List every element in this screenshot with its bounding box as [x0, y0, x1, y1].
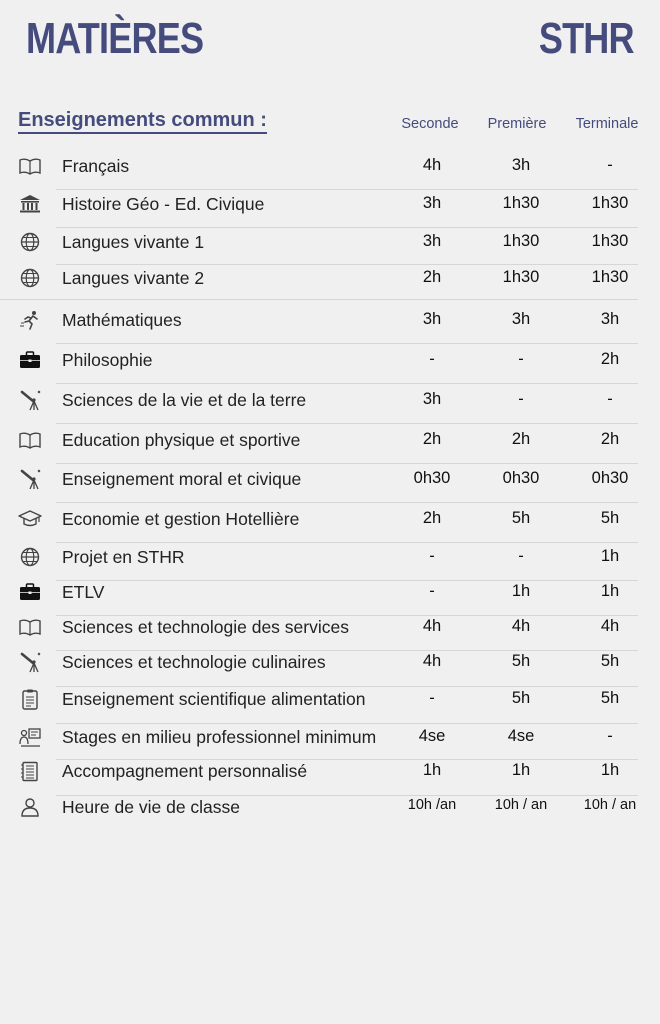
- hours-seconde: -: [429, 582, 435, 600]
- row-divider: [56, 383, 638, 384]
- subject-label: Heure de vie de classe: [62, 797, 241, 817]
- hours-seconde: 3h: [422, 310, 442, 328]
- hours-seconde: 0h30: [413, 469, 451, 487]
- hours-premiere: 5h: [511, 689, 531, 707]
- subject-label: ETLV: [62, 582, 105, 602]
- hours-premiere: 10h / an: [494, 797, 548, 813]
- hours-terminale: 5h: [600, 509, 620, 527]
- hours-seconde: 4h: [422, 617, 442, 635]
- hours-terminale: 5h: [600, 689, 620, 707]
- user-icon: [18, 796, 44, 818]
- hours-terminale: 3h: [600, 310, 620, 328]
- book-icon: [18, 429, 44, 451]
- hours-terminale: 1h: [600, 761, 620, 779]
- telescope-icon: [18, 468, 44, 490]
- subject-label: Langues vivante 2: [62, 268, 205, 288]
- globe-icon: [18, 267, 44, 289]
- hours-terminale: 4h: [600, 617, 620, 635]
- hours-terminale: 0h30: [591, 469, 629, 487]
- row-divider: [56, 759, 638, 760]
- row-divider: [56, 686, 638, 687]
- row-divider: [56, 650, 638, 651]
- subject-label: Philosophie: [62, 350, 153, 370]
- hours-premiere: 2h: [511, 430, 531, 448]
- hours-terminale: 1h30: [591, 268, 629, 286]
- museum-icon: [18, 193, 44, 215]
- row-divider: [56, 723, 638, 724]
- hours-seconde: -: [429, 547, 435, 565]
- hours-terminale: -: [607, 156, 613, 174]
- telescope-icon: [18, 651, 44, 673]
- hours-terminale: 2h: [600, 430, 620, 448]
- row-divider: [56, 542, 638, 543]
- globe-icon: [18, 231, 44, 253]
- subject-label: Economie et gestion Hotellière: [62, 509, 300, 529]
- subject-label: Projet en STHR: [62, 547, 185, 567]
- subject-label: Langues vivante 1: [62, 232, 205, 252]
- hours-terminale: -: [607, 390, 613, 408]
- subject-label: Enseignement moral et civique: [62, 469, 302, 489]
- hours-premiere: 0h30: [502, 469, 540, 487]
- hours-premiere: 5h: [511, 509, 531, 527]
- hours-premiere: 1h30: [502, 194, 540, 212]
- row-divider: [56, 795, 638, 796]
- book-icon: [18, 155, 44, 177]
- hours-premiere: 1h: [511, 582, 531, 600]
- row-divider: [56, 227, 638, 228]
- subject-label: Histoire Géo - Ed. Civique: [62, 194, 265, 214]
- hours-premiere: 1h: [511, 761, 531, 779]
- subject-label: Education physique et sportive: [62, 430, 301, 450]
- row-divider: [56, 502, 638, 503]
- hours-seconde: 4h: [422, 156, 442, 174]
- hours-seconde: 4h: [422, 652, 442, 670]
- hours-premiere: 1h30: [502, 232, 540, 250]
- program-title: STHR: [539, 14, 634, 63]
- hours-terminale: -: [607, 727, 613, 745]
- hours-terminale: 1h: [600, 582, 620, 600]
- row-divider: [56, 264, 638, 265]
- book-icon: [18, 616, 44, 638]
- hours-seconde: 2h: [422, 268, 442, 286]
- subject-label: Accompagnement personnalisé: [62, 761, 308, 781]
- presenter-icon: [18, 726, 44, 748]
- hours-terminale: 1h: [600, 547, 620, 565]
- hours-seconde: 3h: [422, 390, 442, 408]
- row-divider: [56, 615, 638, 616]
- subject-label: Stages en milieu professionnel minimum: [62, 727, 377, 747]
- subject-label: Enseignement scientifique alimentation: [62, 689, 366, 709]
- clipboard-icon: [18, 688, 44, 710]
- hours-premiere: 3h: [511, 310, 531, 328]
- section-title: Enseignements commun :: [18, 108, 267, 134]
- hours-seconde: -: [429, 350, 435, 368]
- row-divider: [56, 189, 638, 190]
- subject-label: Sciences et technologie des services: [62, 617, 349, 637]
- hours-seconde: 3h: [422, 194, 442, 212]
- hours-terminale: 5h: [600, 652, 620, 670]
- page-title: MATIÈRES: [26, 14, 204, 63]
- hours-premiere: 4se: [507, 727, 535, 745]
- hours-terminale: 10h / an: [583, 797, 637, 813]
- hours-premiere: 4h: [511, 617, 531, 635]
- row-divider: [0, 299, 638, 300]
- subject-label: Sciences de la vie et de la terre: [62, 390, 307, 410]
- hours-terminale: 2h: [600, 350, 620, 368]
- hours-terminale: 1h30: [591, 194, 629, 212]
- hours-premiere: -: [518, 390, 524, 408]
- row-divider: [56, 463, 638, 464]
- hours-seconde: -: [429, 689, 435, 707]
- hours-seconde: 1h: [422, 761, 442, 779]
- hours-premiere: 1h30: [502, 268, 540, 286]
- hours-premiere: -: [518, 547, 524, 565]
- column-header-seconde: Seconde: [401, 116, 459, 132]
- graduation-cap-icon: [18, 508, 44, 530]
- hours-seconde: 2h: [422, 509, 442, 527]
- briefcase-icon: [18, 581, 44, 603]
- notepad-icon: [18, 760, 44, 782]
- hours-seconde: 4se: [418, 727, 446, 745]
- hours-seconde: 10h /an: [407, 797, 457, 813]
- row-divider: [56, 343, 638, 344]
- hours-seconde: 3h: [422, 232, 442, 250]
- telescope-icon: [18, 389, 44, 411]
- subject-label: Mathématiques: [62, 310, 182, 330]
- hours-premiere: 3h: [511, 156, 531, 174]
- runner-icon: [18, 309, 44, 331]
- hours-seconde: 2h: [422, 430, 442, 448]
- hours-premiere: -: [518, 350, 524, 368]
- hours-premiere: 5h: [511, 652, 531, 670]
- column-header-terminale: Terminale: [575, 116, 639, 132]
- hours-terminale: 1h30: [591, 232, 629, 250]
- row-divider: [56, 423, 638, 424]
- globe-icon: [18, 546, 44, 568]
- briefcase-icon: [18, 349, 44, 371]
- column-header-premiere: Première: [487, 116, 547, 132]
- row-divider: [56, 580, 638, 581]
- subject-label: Sciences et technologie culinaires: [62, 652, 326, 672]
- subject-label: Français: [62, 156, 130, 176]
